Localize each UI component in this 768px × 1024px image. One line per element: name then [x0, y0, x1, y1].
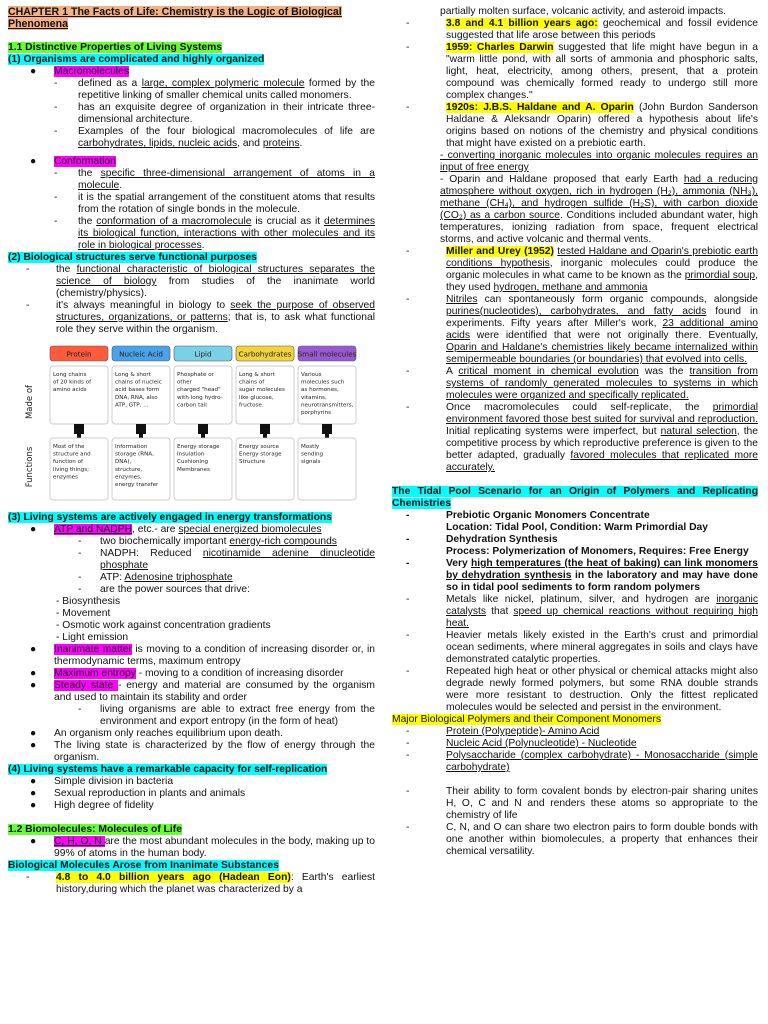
timeline-item: - 1920s: J.B.S. Haldane and A. Oparin (John Burdon Sanderson Haldane & Aleksandr Oparin) offered a hypothesis about life's origins based on notions of the chemistry and physical conditions that might have existed on a prebiotic earth. — [406, 102, 758, 149]
list-item: - defined as a large, complex polymeric molecule formed by the repetitive linking of smaller chemical units called monomers. — [54, 78, 375, 101]
section-1-2-heading: 1.2 Biomolecules: Molecules of Life — [8, 824, 182, 835]
tidal-item: - Metals like nickel, platinum, silver, and hydrogen are inorganic catalysts that speed up chemical reactions without requiring high heat. — [406, 594, 758, 629]
figure-function-text: Energy source — [239, 444, 279, 450]
bond-item: - C, N, and O can share two electron pairs to form double bonds with one another within biomolecules, a property that enhances their chemical versatility. — [406, 822, 758, 857]
figure-connector — [77, 434, 81, 438]
tidal-item: - Heavier metals likely existed in the Earth's crust and primordial ocean sediments, where mineral aggregates in soils and clays have demonstrated catalytic properties. — [406, 630, 758, 665]
figure-made-text: like glucose, — [239, 394, 274, 401]
bullet-macromolecules: ● Macromolecules — [30, 66, 129, 77]
bullet-item: ● The living state is characterized by the flow of energy through the organism. — [30, 740, 375, 763]
bullet-chon: ● C, H, O, N are the most abundant molecules in the body, making up to 99% of atoms in the human body. — [30, 836, 375, 859]
list-item: - it's always meaningful in biology to seek the purpose of observed structures, organizations, or patterns; that is, to ask what functional role they serve within the organism. — [26, 300, 375, 335]
figure-connector — [325, 434, 329, 438]
drive-item: - Biosynthesis — [56, 596, 121, 607]
list-item: - Examples of the four biological macromolecules of life are carbohydrates, lipids, nucleic acids, and proteins. — [54, 126, 375, 149]
bullet-conformation: ● Conformation — [30, 156, 116, 167]
figure-made-text: neurotransmitters, — [301, 402, 354, 409]
figure-made-text: Phosphate or — [177, 372, 214, 378]
figure-connector — [136, 424, 146, 434]
made-of-label: Made of — [25, 384, 35, 420]
subsection-3-heading: (3) Living systems are actively engaged in energy transformations — [8, 512, 332, 523]
figure-header-label: Lipid — [194, 349, 212, 359]
list-item: - NADPH: Reduced nicotinamide adenine dinucleotide phosphate — [78, 548, 375, 571]
bullet-entropy: ● Maximum entropy - moving to a condition of increasing disorder — [30, 668, 344, 679]
figure-header-label: Small molecules — [297, 349, 357, 359]
figure-header-label: Nucleic Acid — [119, 349, 163, 359]
subsection-2-heading: (2) Biological structures serve functional purposes — [8, 252, 257, 263]
functions-label: Functions — [25, 446, 35, 488]
figure-made-text: chains of nucleic — [115, 379, 162, 386]
polymer-item: - Polysaccharide (complex carbohydrate) - Monosaccharide (simple carbohydrate) — [406, 750, 758, 773]
bullet-item: ● Sexual reproduction in plants and animals — [30, 788, 246, 799]
figure-made-text: of 20 kinds of — [53, 379, 92, 386]
figure-function-text: signals — [301, 459, 321, 466]
figure-function-text: Information — [115, 444, 148, 450]
tidal-item: - Prebiotic Organic Monomers Concentrate Location: Tidal Pool, Condition: Warm Primordial Day — [406, 510, 709, 533]
list-item: - the conformation of a macromolecule is crucial as it determines its biological function, interactions with other molecules and its role in biological processes. — [54, 216, 375, 251]
figure-function-text: structure and — [53, 451, 91, 458]
figure-made-text: sugar molecules — [239, 387, 285, 394]
section-1-1-heading: 1.1 Distinctive Properties of Living Systems — [8, 42, 223, 53]
timeline-item: - 3.8 and 4.1 billion years ago: geochemical and fossil evidence suggested that life arose between this periods — [406, 18, 758, 41]
figure-made-text: carbon tail — [177, 402, 207, 409]
tidal-pool-heading: The Tidal Pool Scenario for an Origin of Polymers and Replicating Chemistries — [392, 486, 758, 509]
biomolecule-figure — [8, 342, 375, 506]
bullet-item: ● High degree of fidelity — [30, 800, 154, 811]
figure-made-text: Various — [301, 372, 322, 378]
figure-function-text: function of — [53, 459, 84, 466]
timeline-item: - Once macromolecules could self-replicate, the primordial environment favored those best suited for survival and reproduction. Initial replicating systems were imperfect, but natural selection, the competitive process by which reproductive preference is given to the better adapted, gradually favored molecules that replicated more accurately. — [406, 402, 759, 473]
figure-function-text: Membranes — [177, 466, 210, 473]
left-column — [8, 6, 375, 896]
figure-function-text: structure, — [115, 466, 143, 473]
figure-made-text: Long & short — [239, 372, 275, 378]
bullet-atp: ● ATP and NADPH, etc.- are special energized biomolecules — [30, 524, 322, 535]
figure-connector — [198, 424, 208, 434]
tidal-item: - Repeated high heat or other physical or chemical attacks might also degrade newly formed polymers, but some RNA double strands were more resistant to destruction. Only the fittest replicated molecules would be selected and persist in the environment. — [406, 666, 758, 713]
figure-function-text: Cushioning — [177, 459, 209, 466]
list-item: - living organisms are able to extract free energy from the environment and export entropy (in the form of heat) — [78, 704, 375, 727]
chapter-title: CHAPTER 1 The Facts of Life: Chemistry is the Logic of Biological Phenomena — [8, 6, 342, 30]
figure-function-text: Structure — [239, 459, 266, 466]
figure-function-text: sending — [301, 451, 324, 458]
figure-connector — [139, 434, 143, 438]
list-item: - ATP: Adenosine triphosphate — [78, 572, 233, 583]
figure-function-text: DNA), — [115, 459, 132, 466]
drive-item: - Light emission — [56, 632, 129, 643]
list-item: - 4.8 to 4.0 billion years ago (Hadean Eon): Earth's earliest history,during which the planet was characterized by a — [26, 872, 375, 895]
figure-function-text: Energy storage — [239, 451, 282, 458]
figure-made-text: acid bases form — [115, 387, 160, 394]
list-item: - it is the spatial arrangement of the constituent atoms that results from the rotation of single bonds in the molecule. — [54, 192, 375, 215]
subsection-1-heading: (1) Organisms are complicated and highly organized — [8, 54, 265, 65]
figure-function-text: Mostly — [301, 444, 320, 450]
figure-function-text: Energy storage — [177, 444, 220, 450]
tidal-item: - Dehydration Synthesis Process: Polymerization of Monomers, Requires: Free Energy — [406, 534, 749, 557]
figure-made-text: other — [177, 379, 192, 386]
tidal-item: - Very high temperatures (the heat of baking) can link monomers by dehydration synthesis in the laboratory and may have done so in tidal pool sediments to form random polymers — [406, 558, 759, 593]
bullet-item: ● An organism only reaches equilibrium upon death. — [30, 728, 283, 739]
figure-function-text: enzymes — [53, 474, 79, 481]
list-item: - the functional characteristic of biological structures separates the science of biology from studies of the inanimate world (chemistry/physics). — [26, 264, 375, 299]
figure-header-label: Carbohydrates — [238, 349, 292, 359]
polymer-item: - Protein (Polypeptide)- Amino Acid — [406, 726, 600, 737]
figure-made-text: porphyrins — [301, 410, 331, 416]
figure-made-text: Long chains — [53, 372, 87, 378]
figure-connector — [74, 424, 84, 434]
bond-item: - Their ability to form covalent bonds by electron-pair sharing unites H, O, C and N and renders these atoms so appropriate to the chemistry of life — [406, 786, 758, 821]
subsection-4-heading: (4) Living systems have a remarkable capacity for self-replication — [8, 764, 328, 775]
timeline-item: - Nitriles can spontaneously form organic compounds, alongside purines(nucleotides), carbohydrates, and fatty acids found in experiments. Fifty years after Miller's work, 23 additional amino acids were identified that were not originally there. Eventually, Oparin and Haldane's chemistries likely became internalized within semipermeable boundaries (or boundaries) that evolved into cells. — [406, 294, 758, 365]
figure-connector — [260, 424, 270, 434]
timeline-item: - A critical moment in chemical evolution was the transition from systems of randomly generated molecules to systems in which molecules were organized and specifically replicated. — [406, 366, 758, 401]
figure-function-text: Most of the — [53, 444, 85, 450]
figure-made-text: with long hydro- — [177, 394, 223, 401]
timeline-item: - 1959: Charles Darwin suggested that life might have begun in a "warm little pond, with all sorts of ammonia and phosphoric salts, light, heat, electricity, among others, present, that a protein compound was chemically formed ready to undergo still more complex changes." — [406, 42, 758, 101]
right-column — [392, 6, 758, 858]
drive-item: - Osmotic work against concentration gradients — [56, 620, 271, 631]
biological-molecules-heading: Biological Molecules Arose from Inanimate Substances — [8, 860, 279, 871]
figure-function-text: storage (RNA, — [115, 451, 154, 458]
bullet-item: ● Simple division in bacteria — [30, 776, 174, 787]
biomolecule-figure-svg — [8, 342, 375, 506]
polymer-item: - Nucleic Acid (Polynucleotide) - Nucleotide — [406, 738, 637, 749]
drive-item: - Movement — [56, 608, 111, 619]
figure-header-label: Protein — [66, 349, 92, 359]
figure-made-text: molecules such — [301, 379, 345, 386]
figure-made-text: as hormones, — [301, 387, 339, 394]
haldane-sub-2: - Oparin and Haldane proposed that early Earth had a reducing atmosphere without oxygen, rich in hydrogen (H₂), ammonia (NH₃), methane (CH₄), and hydrogen sulfide (H₂S), with carbon dioxide (CO₂) as a carbon source. Conditions included abundant water, high temperatures, ionizing radiation from space, frequent electrical storms, and active volcanic and thermal vents. — [440, 174, 758, 245]
figure-made-text: vitamins, — [301, 394, 327, 401]
continued-text: partially molten surface, volcanic activity, and asteroid impacts. — [440, 6, 726, 17]
list-item: - has an exquisite degree of organization in their intricate three-dimensional architecture. — [54, 102, 375, 125]
figure-function-text: energy transfer — [115, 482, 159, 488]
bullet-steady-state: ● Steady state - energy and material are consumed by the organism and used to maintain its stability and order — [30, 680, 376, 703]
figure-made-text: chains of — [239, 379, 265, 386]
figure-made-text: charged "head" — [177, 387, 221, 394]
timeline-item: - Miller and Urey (1952) tested Haldane and Oparin's prebiotic earth conditions hypothesis, inorganic molecules could produce the organic molecules in what came to be known as the primordial soup, they used hydrogen, methane and ammonia — [406, 246, 758, 293]
figure-function-text: living things; — [53, 466, 90, 473]
figure-connector — [201, 434, 205, 438]
list-item: - two biochemically important energy-rich compounds — [78, 536, 337, 547]
list-item: - are the power sources that drive: — [78, 584, 250, 595]
figure-made-text: Long & short — [115, 372, 151, 378]
major-polymers-heading: Major Biological Polymers and their Component Monomers — [392, 714, 661, 725]
figure-made-text: ATP, GTP, ... — [115, 402, 149, 409]
figure-connector — [263, 434, 267, 438]
figure-made-text: DNA, RNA, also — [115, 394, 158, 401]
figure-made-text: fructose. — [239, 402, 264, 409]
bullet-inanimate: ● Inanimate matter is moving to a condition of increasing disorder or, in thermodynamic terms, maximum entropy — [30, 644, 375, 667]
figure-connector — [322, 424, 332, 434]
haldane-sub-1: - converting inorganic molecules into organic molecules requires an input of free energy — [440, 150, 758, 173]
figure-function-text: enzymes, — [115, 474, 142, 481]
list-item: - the specific three-dimensional arrangement of atoms in a molecule. — [54, 168, 375, 191]
figure-function-text: Insulation — [177, 451, 205, 458]
figure-made-text: amino acids — [53, 387, 87, 394]
